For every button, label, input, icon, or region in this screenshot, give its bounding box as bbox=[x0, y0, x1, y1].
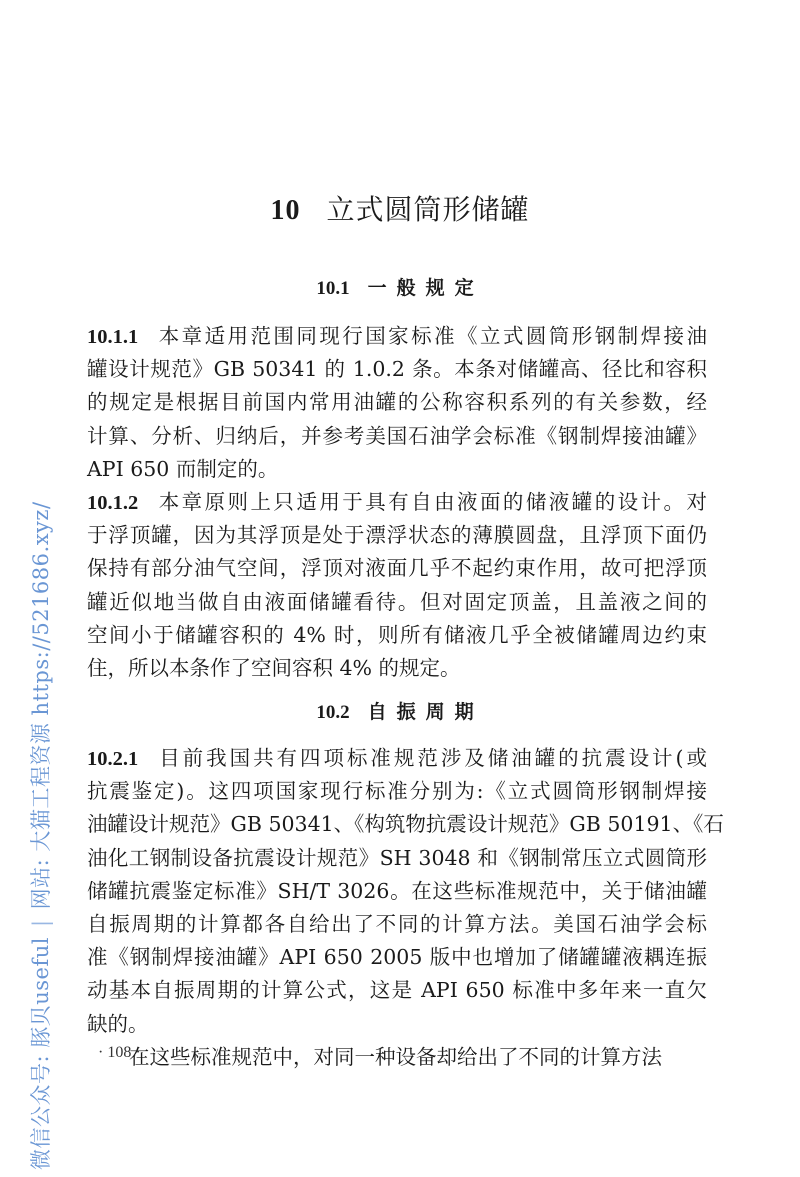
chapter-title bbox=[0, 192, 800, 229]
chapter-title-text: 立式圆筒形储罐 bbox=[326, 193, 530, 226]
clause-number: 10.2.1 bbox=[87, 748, 139, 770]
paragraph-line: 计算、分析、归纳后，并参考美国石油学会标准《钢制焊接油罐》 bbox=[87, 423, 707, 448]
paragraph-continuation: 在这些标准规范中，对同一种设备却给出了不同的计算方法 bbox=[129, 1044, 662, 1069]
paragraph-line: 储罐抗震鉴定标准》SH/T 3026。在这些标准规范中，关于储油罐 bbox=[87, 878, 707, 903]
watermark bbox=[27, 501, 55, 1170]
paragraph-line: 准《钢制焊接油罐》API 650 2005 版中也增加了储罐罐液耦连振 bbox=[87, 945, 707, 970]
paragraph-line: 目前我国共有四项标准规范涉及储油罐的抗震设计(或 bbox=[156, 746, 707, 770]
watermark-website: 网站: 大猫工程资源 https://521686.xyz/ bbox=[29, 501, 53, 910]
paragraph-line: 于浮顶罐，因为其浮顶是处于漂浮状态的薄膜圆盘，且浮顶下面仍 bbox=[87, 523, 707, 548]
watermark-separator: | bbox=[29, 919, 53, 927]
paragraph-line: 油化工钢制设备抗震设计规范》SH 3048 和《钢制常压立式圆筒形 bbox=[87, 845, 707, 870]
section-heading-10-2 bbox=[0, 699, 800, 726]
section-number: 10.2 bbox=[316, 702, 350, 723]
paragraph-line: API 650 而制定的。 bbox=[87, 456, 279, 481]
watermark-wechat: 微信公众号: 豚贝useful bbox=[29, 937, 53, 1170]
paragraph-line: 罐近似地当做自由液面储罐看待。但对固定顶盖，且盖液之间的 bbox=[87, 589, 707, 614]
paragraph-line: 本章适用范围同现行国家标准《立式圆筒形钢制焊接油 bbox=[156, 324, 707, 348]
clause-10-1-2 bbox=[87, 486, 707, 685]
paragraph-line: 空间小于储罐容积的 4% 时，则所有储液几乎全被储罐周边约束 bbox=[87, 622, 707, 647]
clause-number: 10.1.2 bbox=[87, 492, 139, 514]
chapter-number: 10 bbox=[270, 195, 301, 226]
page-number: · 108 · bbox=[98, 1044, 141, 1061]
clause-number: 10.1.1 bbox=[87, 326, 139, 348]
paragraph-line: 罐设计规范》GB 50341 的 1.0.2 条。本条对储罐高、径比和容积 bbox=[87, 357, 707, 382]
paragraph-line: 油罐设计规范》GB 50341、《构筑物抗震设计规范》GB 50191、《石 bbox=[87, 812, 724, 837]
clause-10-2-1 bbox=[87, 742, 724, 1074]
section-heading-10-1 bbox=[0, 275, 800, 302]
paragraph-line: 保持有部分油气空间，浮顶对液面几乎不起约束作用，故可把浮顶 bbox=[87, 556, 707, 581]
paragraph-line: 抗震鉴定)。这四项国家现行标准分别为:《立式圆筒形钢制焊接 bbox=[87, 779, 707, 804]
paragraph-line: 本章原则上只适用于具有自由液面的储液罐的设计。对 bbox=[156, 490, 707, 514]
section-title: 自振周期 bbox=[367, 701, 484, 723]
paragraph-line: 的规定是根据目前国内常用油罐的公称容积系列的有关参数，经 bbox=[87, 390, 707, 415]
paragraph-line: 自振周期的计算都各自给出了不同的计算方法。美国石油学会标 bbox=[87, 911, 707, 936]
paragraph-line: 缺的。 bbox=[87, 1011, 149, 1036]
section-number: 10.1 bbox=[316, 278, 350, 299]
clause-10-1-1 bbox=[87, 320, 707, 486]
section-title: 一般规定 bbox=[367, 277, 484, 299]
paragraph-line: 住，所以本条作了空间容积 4% 的规定。 bbox=[87, 655, 461, 680]
paragraph-line: 动基本自振周期的计算公式，这是 API 650 标准中多年来一直欠 bbox=[87, 978, 707, 1003]
